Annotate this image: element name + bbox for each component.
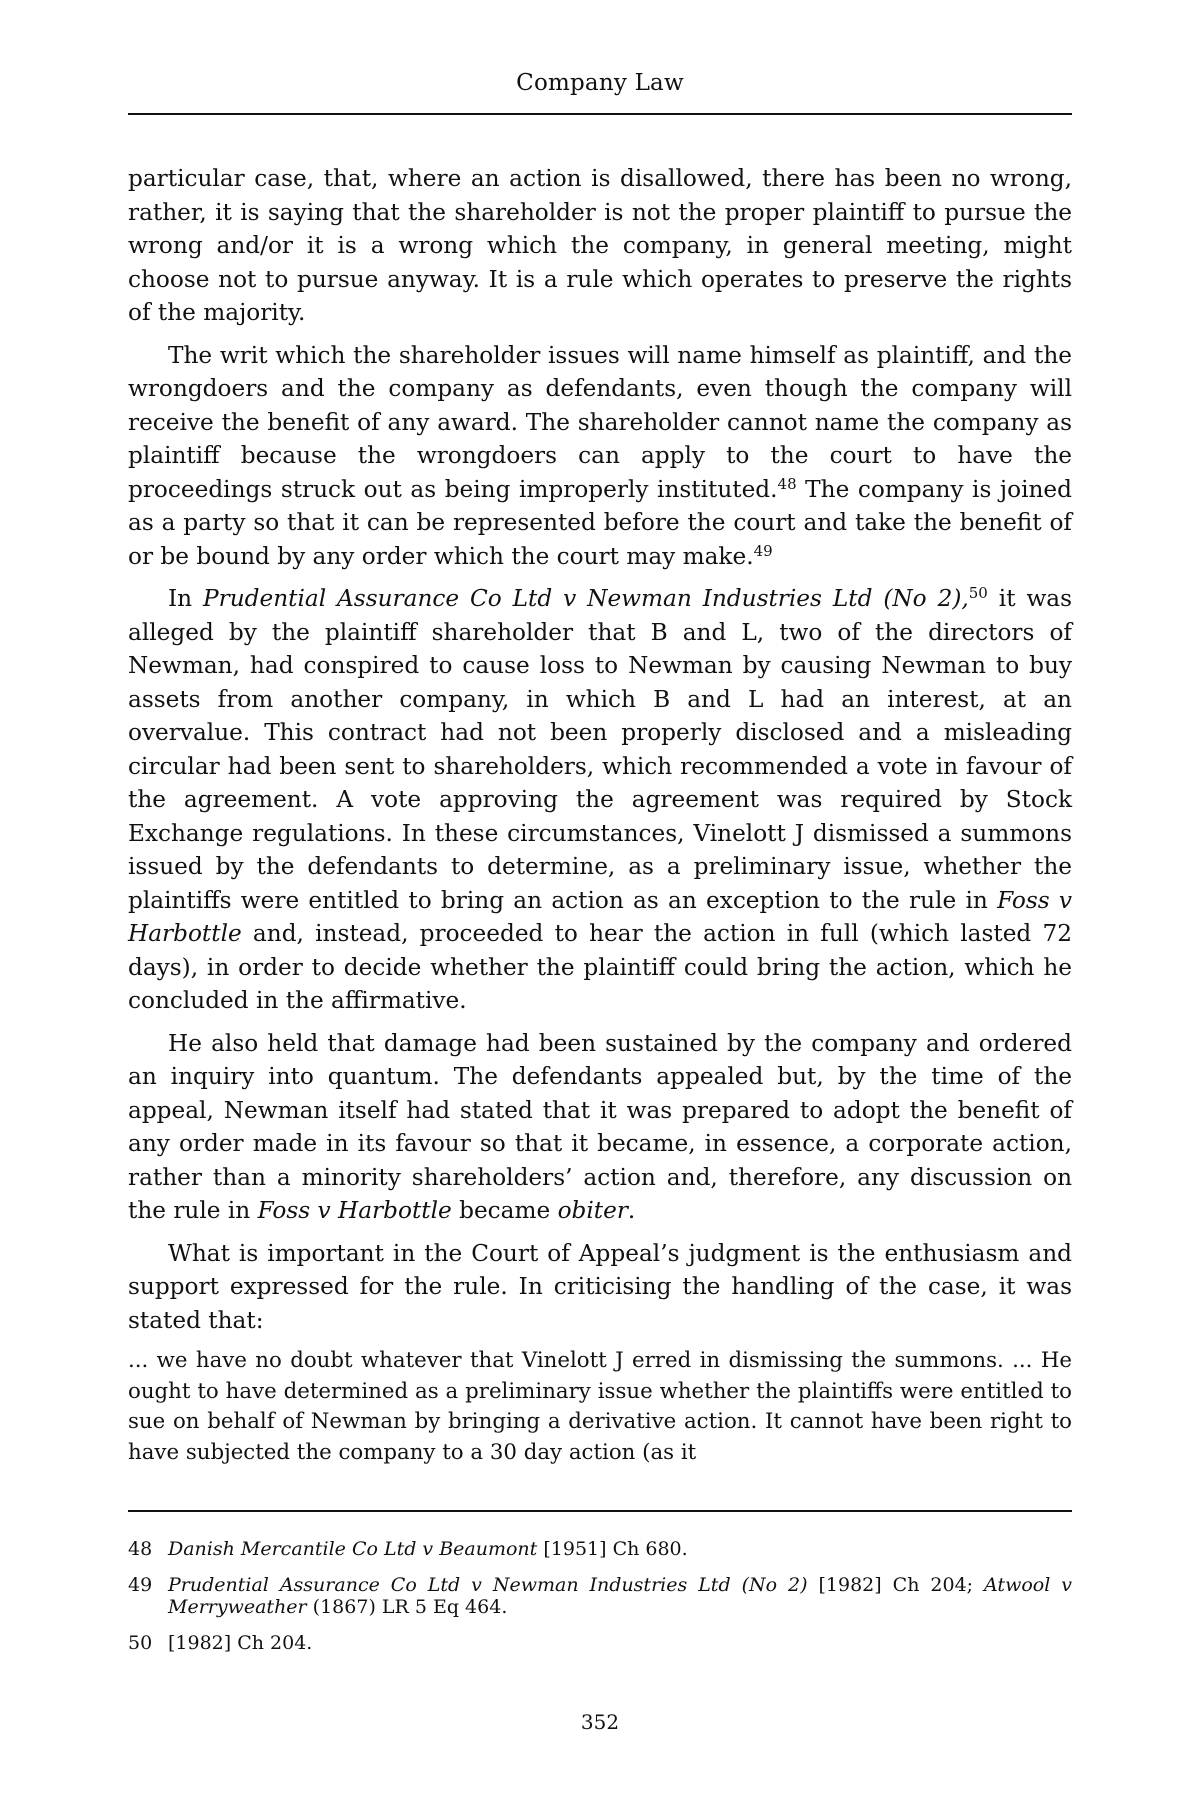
footnote-text <box>168 1538 1072 1560</box>
paragraph-5: What is important in the Court of Appeal’s judgment is the enthusiasm and support expressed for the rule. In criticising the handling of the case, it was stated that: <box>128 1239 1072 1334</box>
footnote-citation: [1982] Ch 204. <box>168 1632 313 1654</box>
footnote-50 <box>128 1632 1072 1654</box>
footnote-ref-49[interactable]: 49 <box>753 541 773 560</box>
paragraph-4-text-a: He also held that damage had been sustained by the company and ordered an inquiry into quantum. The defendants appealed but, by the time of the appeal, Newman itself had stated that it was prepared to adopt the benefit of any order made in its favour so that it became, in essence, a corporate action, rather than a minority shareholders’ action and, therefore, any discussion on the rule in <box>128 1029 1072 1224</box>
paragraph-3-text-a: In <box>168 585 204 612</box>
paragraph-2 <box>128 339 1072 574</box>
footnote-number: 50 <box>128 1632 153 1654</box>
paragraph-1: particular case, that, where an action is disallowed, there has been no wrong, rather, it is saying that the shareholder is not the proper plaintiff to pursue the wrong and/or it is a wrong which the company, in general meeting, might choose not to pursue anyway. It is a rule which operates to preserve the rights of the majority. <box>128 165 1072 326</box>
paragraph-3-text-c: and, instead, proceeded to hear the action in full (which lasted 72 days), in order to decide whether the plaintiff could bring the action, which he concluded in the affirmative. <box>128 920 1072 1014</box>
running-title: Company Law <box>516 70 684 96</box>
footnote-number: 48 <box>128 1538 153 1560</box>
block-quote: ... we have no doubt whatever that Vinelott J erred in dismissing the summons. ... He ought to have determined as a preliminary issue whether the plaintiffs were entitled to sue on behalf of Newman by bringing a derivative action. It cannot have been right to have subjected the company to a 30 day action (as it <box>128 1348 1072 1465</box>
paragraph-4 <box>128 1027 1072 1228</box>
header-rule <box>128 113 1072 115</box>
case-name-foss: Foss v Harbottle <box>128 886 1073 947</box>
paragraph-2-text-a: The writ which the shareholder issues will name himself as plaintiff, and the wrongdoers and the company as defendants, even though the company will receive the benefit of any award. The shareholder cannot name the company as plaintiff because the wrongdoers can apply to the court to have the proceedings struck out as being improperly instituted. <box>128 341 1072 503</box>
footnote-49 <box>128 1574 1072 1618</box>
footnote-text <box>168 1574 1072 1618</box>
term-obiter: obiter <box>557 1197 628 1224</box>
footnote-case: Prudential Assurance Co Ltd v Newman Industries Ltd (No 2) <box>168 1574 808 1596</box>
footnote-case-2: Atwool v Merryweather <box>168 1574 1072 1618</box>
footnote-48 <box>128 1538 1072 1560</box>
footnote-case: Danish Mercantile Co Ltd v Beaumont <box>168 1538 538 1560</box>
body-text <box>128 162 1072 1477</box>
paragraph-3-text-b: it was alleged by the plaintiff shareholder that B and L, two of the directors of Newman, had conspired to cause loss to Newman by causing Newman to buy assets from another company, in which B and L had an interest, at an overvalue. This contract had not been properly disclosed and a misleading circular had been sent to shareholders, which recommended a vote in favour of the agreement. A vote approving the agreement was required by Stock Exchange regulations. In these circumstances, Vinelott J dismissed a summons issued by the defendants to determine, as a preliminary issue, whether the plaintiffs were entitled to bring an action as an exception to the rule in <box>128 585 1073 914</box>
paragraph-4-text-b: became <box>451 1197 558 1224</box>
footnote-citation-2: (1867) LR 5 Eq 464. <box>306 1596 508 1618</box>
paragraph-3 <box>128 582 1072 1018</box>
case-name-foss: Foss v Harbottle <box>257 1197 452 1224</box>
case-name-prudential: Prudential Assurance Co Ltd v Newman Industries Ltd (No 2), <box>203 585 969 612</box>
page-number: 352 <box>580 1710 620 1734</box>
paragraph-4-text-c: . <box>627 1197 636 1224</box>
footnote-citation: [1951] Ch 680. <box>537 1538 688 1560</box>
footnote-ref-50[interactable]: 50 <box>968 584 988 602</box>
book-page <box>128 0 1072 1800</box>
paragraph-2-text-b: The company is joined as a party so that it can be represented before the court and take the benefit of or be bound by any order which the court may make. <box>128 475 1073 570</box>
footnotes <box>128 1538 1072 1668</box>
footnote-number: 49 <box>128 1574 153 1596</box>
footnote-citation: [1982] Ch 204; <box>807 1574 985 1596</box>
footnote-rule <box>128 1510 1072 1512</box>
footnote-ref-48[interactable]: 48 <box>777 474 797 493</box>
